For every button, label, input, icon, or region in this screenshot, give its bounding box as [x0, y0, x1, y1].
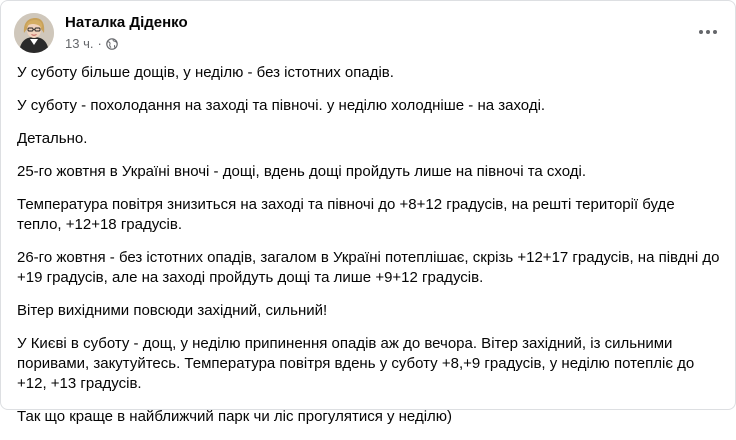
more-horizontal-icon: [698, 22, 718, 40]
author-name[interactable]: Наталка Діденко: [65, 14, 188, 31]
post-paragraph: Вітер вихідними повсюди західний, сильний!: [17, 302, 328, 319]
post-meta: [65, 36, 118, 51]
post-paragraph: Температура повітря знизиться на заході та півночі до +8+12 градусів, на решті території буде тепло, +12+18 градусів.: [17, 196, 675, 233]
post-paragraph: 26-го жовтня - без істотних опадів, загалом в Україні потеплішає, скрізь +12+17 градусів, на півдні до +19 градусів, але на заході пройдуть дощі та лише +9+12 градусів.: [17, 249, 720, 286]
post-paragraph: У Києві в суботу - дощ, у неділю припинення опадів аж до вечора. Вітер західний, із сильними поривами, закутуйтесь. Температура повітря вдень у суботу +8,+9 градусів, у неділю потепліє до +12, +13 градусів.: [17, 335, 695, 392]
post-paragraph: У суботу більше дощів, у неділю - без істотних опадів.: [17, 64, 394, 81]
post-body: [17, 63, 723, 440]
avatar[interactable]: [14, 13, 54, 53]
globe-icon[interactable]: [106, 38, 118, 50]
post-timestamp[interactable]: 13 ч.: [65, 36, 94, 51]
more-options-button[interactable]: [694, 21, 722, 41]
post-paragraph: Детально.: [17, 130, 88, 147]
post-header: [14, 13, 722, 57]
post-paragraph: У суботу - похолодання на заході та півночі. у неділю холодніше - на заході.: [17, 97, 546, 114]
post-paragraph: Так що краще в найближчий парк чи ліс прогулятися у неділю): [17, 408, 453, 425]
meta-separator: ·: [97, 36, 102, 51]
post-paragraph: 25-го жовтня в Україні вночі - дощі, вдень дощі пройдуть лише на півночі та сході.: [17, 163, 587, 180]
